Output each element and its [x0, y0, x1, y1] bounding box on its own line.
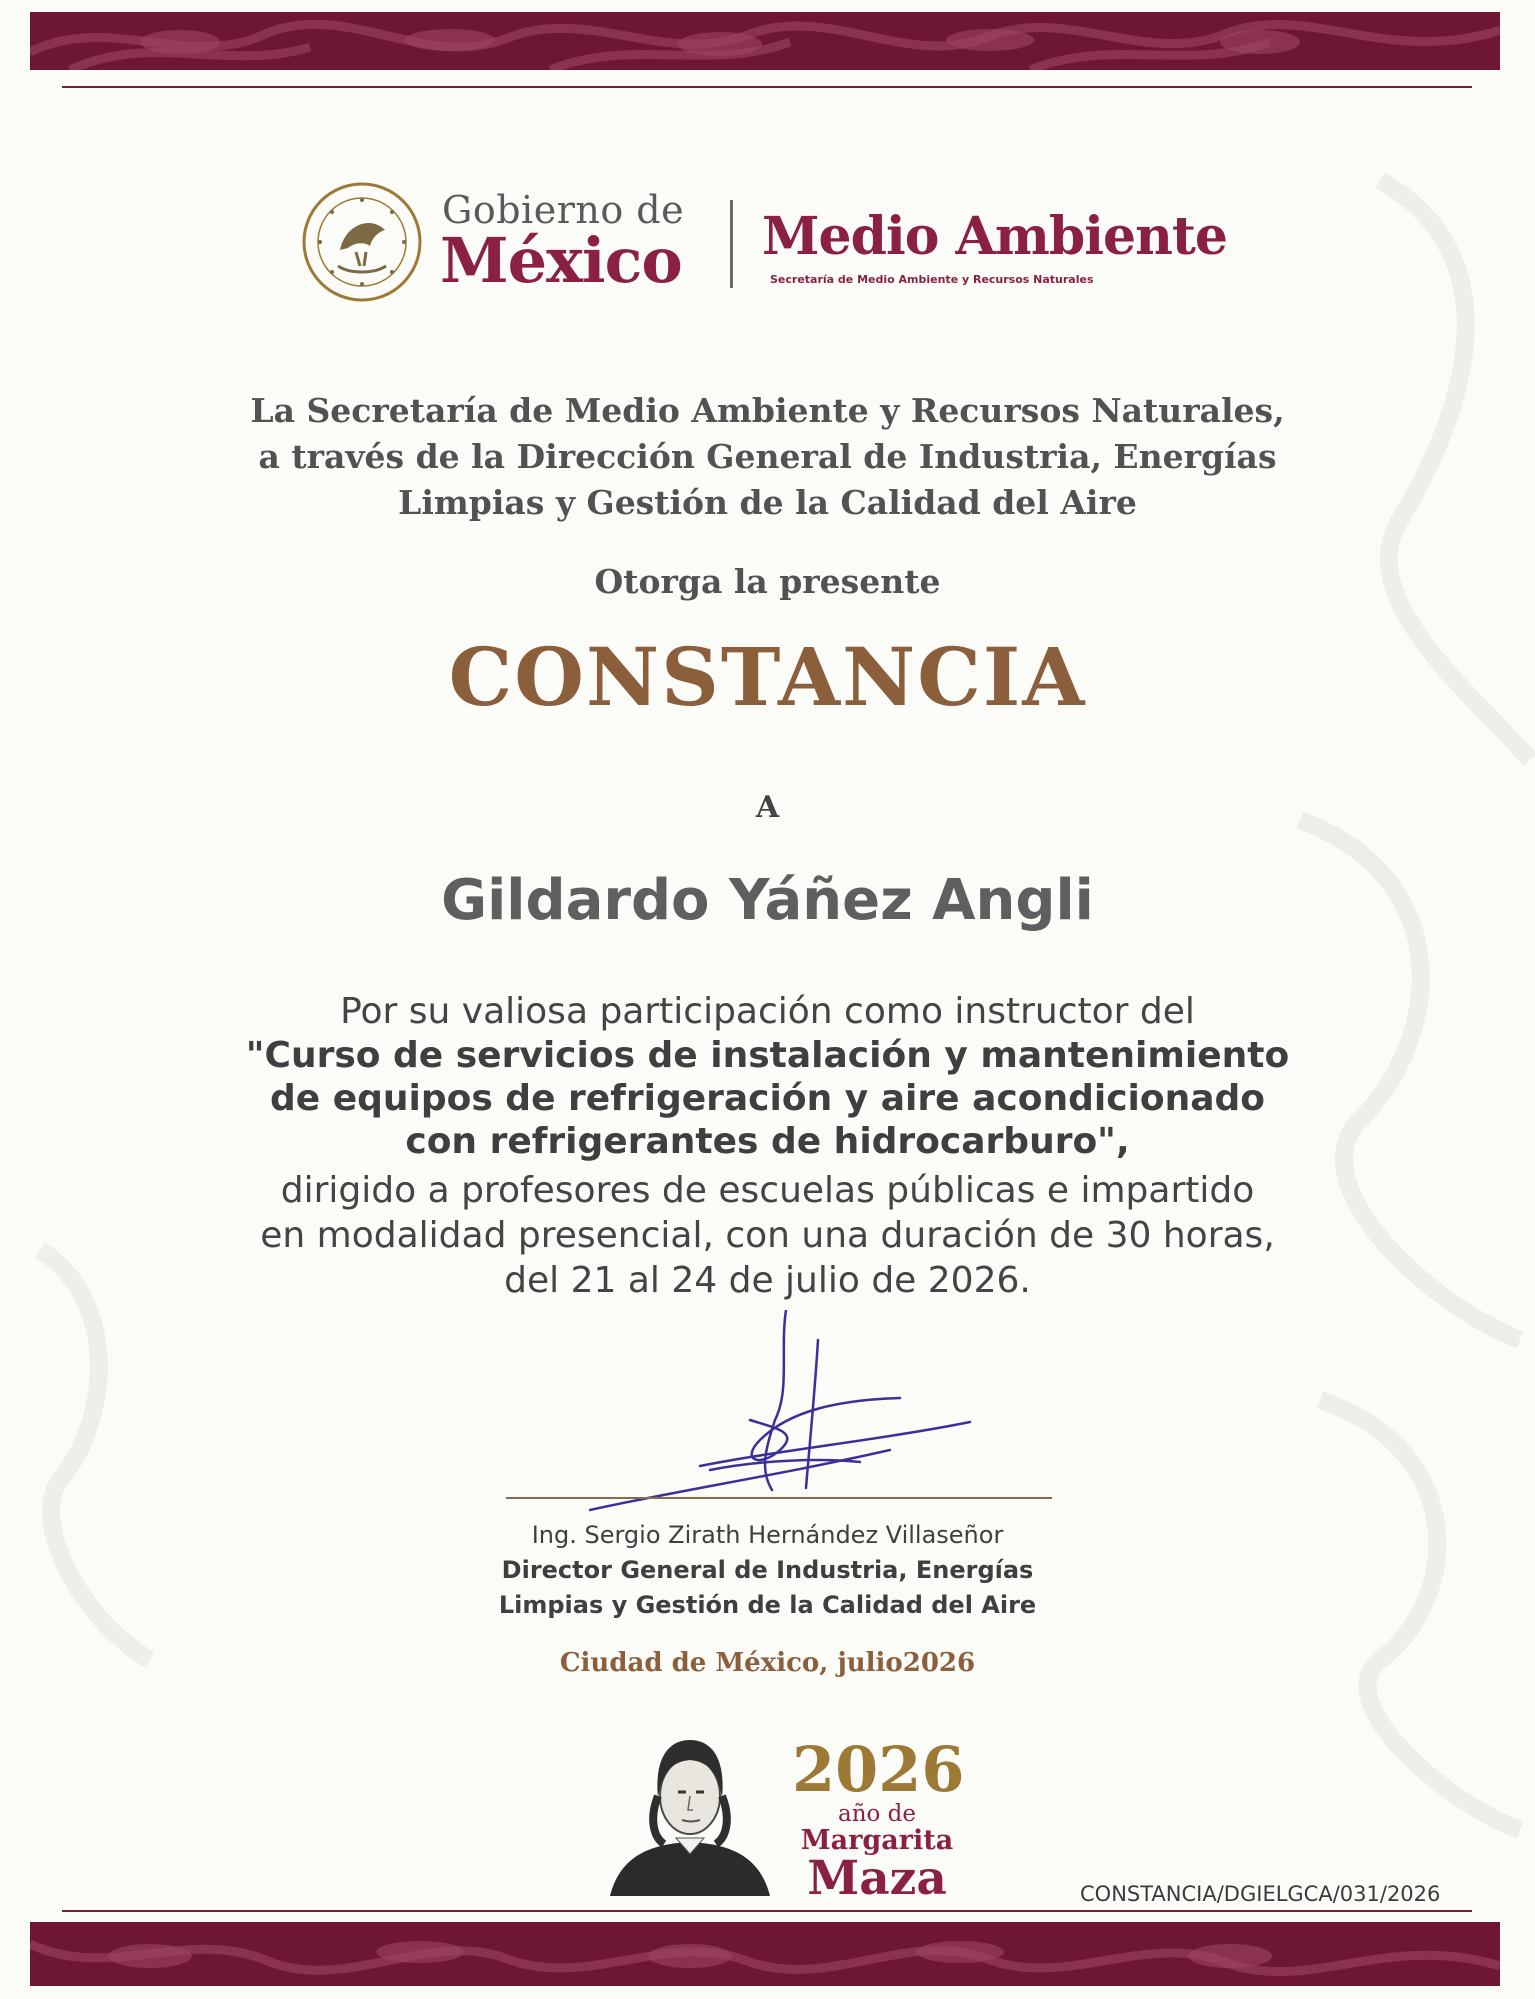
course-details — [0, 1168, 1535, 1303]
signer-block — [0, 1518, 1535, 1623]
course-line-1: "Curso de servicios de instalación y mantenimiento — [245, 1035, 1290, 1076]
intro-line-1: La Secretaría de Medio Ambiente y Recursos Naturales, — [250, 391, 1285, 430]
emblem-name-2: Maza — [807, 1851, 947, 1906]
handwritten-signature — [560, 1310, 980, 1520]
logo-divider — [730, 200, 733, 288]
signer-name: Ing. Sergio Zirath Hernández Villaseñor — [531, 1521, 1004, 1549]
emblem-year: 2026 — [792, 1733, 965, 1806]
signature-line — [506, 1497, 1052, 1499]
top-decorative-band — [30, 12, 1500, 70]
body-line-1: Por su valiosa participación como instructor del — [340, 991, 1195, 1032]
emblem-name-1: Margarita — [800, 1825, 954, 1856]
course-line-3: con refrigerantes de hidrocarburo", — [405, 1121, 1130, 1162]
issuing-authority — [0, 388, 1535, 526]
body-line-7: del 21 al 24 de julio de 2026. — [504, 1260, 1031, 1301]
place-and-date: Ciudad de México, julio2026 — [559, 1648, 976, 1678]
signer-role-1: Director General de Industria, Energías — [501, 1556, 1034, 1584]
bottom-decorative-band — [30, 1922, 1500, 1986]
semarnat-subtitle: Secretaría de Medio Ambiente y Recursos Naturales — [770, 273, 1094, 286]
certificate-title: CONSTANCIA — [448, 630, 1087, 724]
course-line-2: de equipos de refrigeración y aire acondicionado — [269, 1078, 1266, 1119]
bottom-rule — [62, 1910, 1472, 1912]
mexico-label: México — [440, 224, 682, 297]
intro-line-3: Limpias y Gestión de la Calidad del Aire — [398, 483, 1137, 522]
grant-text: Otorga la presente — [594, 562, 941, 601]
folio-number: CONSTANCIA/DGIELGCA/031/2026 — [1080, 1882, 1441, 1906]
margarita-maza-portrait — [610, 1726, 770, 1896]
header-logos — [295, 170, 1245, 310]
top-rule — [62, 86, 1472, 88]
mexico-seal-icon — [300, 180, 424, 304]
body-line-5: dirigido a profesores de escuelas públicas e impartido — [280, 1170, 1255, 1211]
emblem-subtitle: año de — [837, 1801, 917, 1827]
intro-line-2: a través de la Dirección General de Industria, Energías — [258, 437, 1277, 476]
medio-ambiente-label: Medio Ambiente — [762, 206, 1228, 267]
gobierno-label: Gobierno de — [442, 188, 685, 232]
course-title — [0, 1034, 1535, 1163]
signer-role-2: Limpias y Gestión de la Calidad del Aire — [498, 1591, 1037, 1619]
recipient-name: Gildardo Yáñez Angli — [441, 868, 1094, 933]
body-line-6: en modalidad presencial, con una duración de 30 horas, — [260, 1215, 1275, 1256]
year-emblem — [792, 1733, 965, 1906]
to-label: A — [755, 790, 780, 825]
